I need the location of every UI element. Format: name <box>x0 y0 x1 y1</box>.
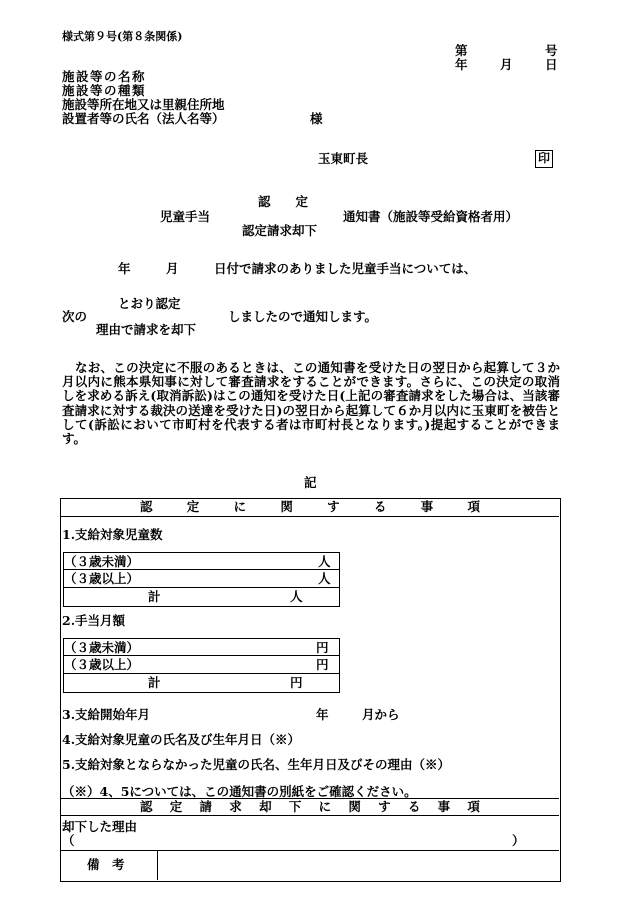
recipient-owner-name: 設置者等の氏名（法人名等） <box>62 111 225 126</box>
item3-month: 月から <box>362 707 400 722</box>
item2-row-under3: （３歳未満） <box>64 640 140 655</box>
item2-total-label: 計 <box>148 675 161 690</box>
section-divider <box>61 798 559 799</box>
body-month: 月 <box>166 261 179 276</box>
body-option-approve: とおり認定 <box>118 296 181 311</box>
rejection-reason-label: 却下した理由 <box>62 819 138 834</box>
item3-year: 年 <box>316 707 329 722</box>
item2-row-over3-unit: 円 <box>316 657 329 672</box>
remarks-divider <box>61 850 559 851</box>
date-day: 日 <box>545 57 558 72</box>
item5-label: 5.支給対象とならなかった児童の氏名、生年月日及びその理由（※） <box>62 757 451 772</box>
remarks-column-divider <box>157 850 158 880</box>
item3-label: 3.支給開始年月 <box>62 707 151 722</box>
item4-label: 4.支給対象児童の氏名及び生年月日（※） <box>62 732 301 747</box>
notice-number-prefix: 第 <box>455 43 468 58</box>
item1-label: 1.支給対象児童数 <box>62 527 163 542</box>
body-line1: 日付で請求のありました児童手当については、 <box>214 261 477 276</box>
item2-total-unit: 円 <box>290 675 303 690</box>
reason-paren-close: ） <box>512 833 525 848</box>
recipient-facility-name: 施設等の名称 <box>62 69 147 84</box>
title-ninntei: 認 定 <box>258 194 309 209</box>
date-month: 月 <box>500 57 513 72</box>
issuer-name: 玉東町長 <box>318 151 369 166</box>
recipient-honorific: 様 <box>310 111 323 126</box>
recipient-address: 施設等所在地又は里親住所地 <box>62 97 225 112</box>
item1-row-over3-unit: 人 <box>318 571 331 586</box>
item2-label: 2.手当月額 <box>62 613 126 628</box>
title-kyakka: 認定請求却下 <box>242 223 318 238</box>
body-prefix: 次の <box>62 309 88 324</box>
item1-total-label: 計 <box>148 589 161 604</box>
form-number: 様式第９号(第８条関係) <box>62 30 183 43</box>
body-year: 年 <box>118 261 131 276</box>
section-rejection-header: 認 定 請 求 却 下 に 関 す る 事 項 <box>140 799 480 814</box>
appeal-notice: なお、この決定に不服のあるときは、この通知書を受けた日の翌日から起算して３か月以内に熊本県知事に対して審査請求をすることができます。さらに、この決定の取消しを求める訴え(取消訴訟)はこの通知を受けた日(上記の審査請求をした場合は、当該審査請求に対する裁決の送達を受けた日)の翌日から起算して６か月以内に玉東町を被告として(訴訟において市町村を代表する者は市町村長となります。)提起することができます。 <box>62 360 560 447</box>
item1-row-under3-unit: 人 <box>318 554 331 569</box>
item2-row-over3: （３歳以上） <box>64 657 140 672</box>
item1-row-over3: （３歳以上） <box>64 571 140 586</box>
section-divider <box>61 815 559 816</box>
annex-note: （※）4、5については、この通知書の別紙をご確認ください。 <box>62 784 417 799</box>
item1-row-divider <box>64 569 339 570</box>
item2-row-divider <box>64 655 339 656</box>
item2-row-under3-unit: 円 <box>316 640 329 655</box>
section-approval-header: 認 定 に 関 す る 事 項 <box>140 499 480 514</box>
body-suffix: しましたので通知します。 <box>228 309 378 324</box>
remarks-label: 備 考 <box>87 857 125 872</box>
item1-row-under3: （３歳未満） <box>64 554 140 569</box>
title-notice-type: 通知書（施設等受給資格者用） <box>343 209 519 224</box>
section-divider <box>61 516 559 517</box>
ki-label: 記 <box>304 475 317 490</box>
recipient-facility-type: 施設等の種類 <box>62 83 147 98</box>
notice-number-suffix: 号 <box>545 43 558 58</box>
seal-stamp: 印 <box>535 150 553 168</box>
body-option-reject: 理由で請求を却下 <box>96 322 197 337</box>
date-year: 年 <box>455 57 468 72</box>
item1-row-divider <box>64 587 339 588</box>
reason-paren-open: （ <box>62 833 75 848</box>
title-jidou-teate: 児童手当 <box>160 209 211 224</box>
item2-row-divider <box>64 673 339 674</box>
item1-total-unit: 人 <box>290 589 303 604</box>
